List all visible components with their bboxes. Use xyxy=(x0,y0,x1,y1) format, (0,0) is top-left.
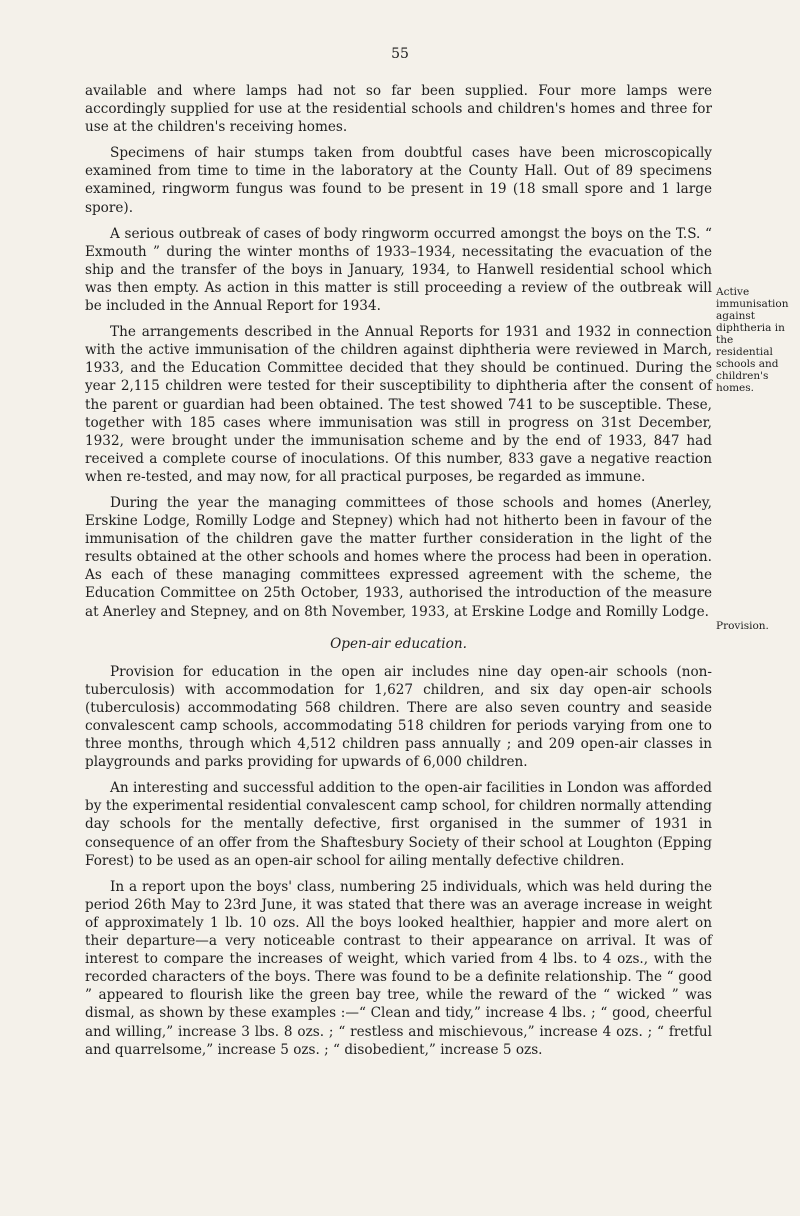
paragraph-exmouth-outbreak: A serious outbreak of cases of body ringworm occurred amongst the boys on the T.S. “ Exmouth ” during the winter months of 1933–1934, necessitating the evacuation of the ship and the transfer of the boys in January, 1934, to Hanwell residential school which was then empty. As action in this matter is still proceeding a review of the outbreak will be included in the Annual Report for 1934. xyxy=(85,225,712,315)
margin-note-provision: Provision. xyxy=(716,620,769,632)
section-heading: Open-air education. xyxy=(330,635,467,652)
paragraph-camp-school: An interesting and successful addition to the open-air facilities in London was afforded by the experimental residential convalescent camp school, for children normally attending day schools for the mentally defective, first organised in the summer of 1931 in consequence of an offer from the Shaftesbury Society of their school at Loughton (Epping Forest) to be used as an open-air school for ailing mentally defective children. xyxy=(85,780,712,869)
paragraph-lamps: available and where lamps had not so far been supplied. Four more lamps were accordingly supplied for use at the residential schools and children's homes and three for use at the children's receiving homes. xyxy=(85,83,712,136)
page-number: 55 xyxy=(391,46,409,62)
paragraph-immunisation: The arrangements described in the Annual Reports for 1931 and 1932 in connection with the active immunisation of the children against diphtheria were reviewed in March, 1933, and the Education Committee decided that they should be continued. During the year 2,115 children were tested for their susceptibility to diphtheria after the consent of the parent or guardian had been obtained. The test showed 741 to be susceptible. These, together with 185 cases where immunisation was still in progress on 31st December, 1932, were brought under the immunisation scheme and by the end of 1933, 847 had received a complete course of inoculations. Of this number, 833 gave a negative reaction when re-tested, and may now, for all practical purposes, be regarded as immune. xyxy=(85,324,712,485)
paragraph-boys-class-report: In a report upon the boys' class, numbering 25 individuals, which was held during the period 26th May to 23rd June, it was stated that there was an average increase in weight of approximately 1 lb. 10 ozs. All the boys looked healthier, happier and more alert on their departure—a very noticeable contrast to their appearance on arrival. It was of interest to compare the increases of weight, which varied from 4 lbs. to 4 ozs., with the recorded characters of the boys. There was found to be a definite relationship. The “ good ” appeared to flourish like the green bay tree, while the reward of the “ wicked ” was dismal, as shown by these examples :—“ Clean and tidy,” increase 4 lbs. ; “ good, cheerful and willing,” increase 3 lbs. 8 ozs. ; “ restless and mischievous,” increase 4 ozs. ; “ fretful and quarrelsome,” increase 5 ozs. ; “ disobedient,” increase 5 ozs. xyxy=(85,878,712,1058)
paragraph-hair-specimens: Specimens of hair stumps taken from doubtful cases have been microscopically examined from time to time in the laboratory at the County Hall. Out of 89 specimens examined, ringworm fungus was found to be present in 19 (18 small spore and 1 large spore). xyxy=(85,145,712,216)
margin-note-immunisation: Active immunisation against diphtheria in the residential schools and children's homes. xyxy=(716,286,789,394)
body-text xyxy=(85,82,712,1067)
paragraph-managing-committees: During the year the managing committees of those schools and homes (Anerley, Erskine Lodge, Romilly Lodge and Stepney) which had not hitherto been in favour of the immunisation of the children gave the matter further consideration in the light of the results obtained at the other schools and homes where the process had been in operation. As each of these managing committees expressed agreement with the scheme, the Education Committee on 25th October, 1933, authorised the introduction of the measure at Anerley and Stepney, and on 8th November, 1933, at Erskine Lodge and Romilly Lodge. xyxy=(85,494,712,620)
paragraph-open-air-provision: Provision for education in the open air includes nine day open-air schools (non-tuberculosis) with accommodation for 1,627 children, and six day open-air schools (tuberculosis) accommodating 568 children. There are also seven country and seaside convalescent camp schools, accommodating 518 children for periods varying from one to three months, through which 4,512 children pass annually ; and 209 open-air classes in playgrounds and parks providing for upwards of 6,000 children. xyxy=(85,663,712,771)
